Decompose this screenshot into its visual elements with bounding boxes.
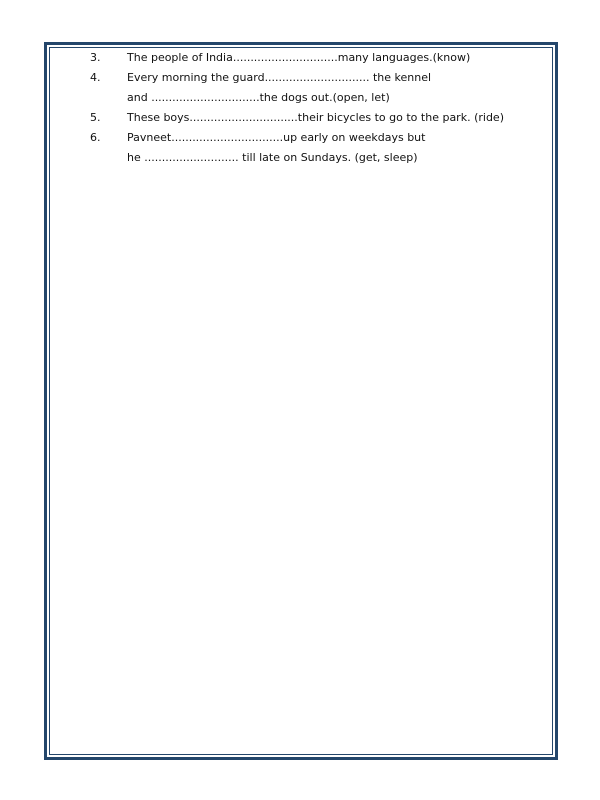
question-5-line-1 <box>90 108 550 128</box>
question-text: Every morning the guard.............................. the kennel <box>127 71 432 84</box>
question-text: The people of India..............................many languages.(know) <box>127 51 471 64</box>
question-text: These boys...............................their bicycles to go to the park. (ride) <box>127 111 504 124</box>
question-number: 3. <box>90 51 101 64</box>
worksheet-content <box>90 48 550 168</box>
question-text: and ...............................the dogs out.(open, let) <box>127 91 390 104</box>
question-number: 4. <box>90 71 101 84</box>
question-number: 6. <box>90 131 101 144</box>
question-4-line-2 <box>90 88 550 108</box>
question-3-line-1 <box>90 48 550 68</box>
question-text: he ........................... till late on Sundays. (get, sleep) <box>127 151 418 164</box>
question-6-line-2 <box>90 148 550 168</box>
question-4-line-1 <box>90 68 550 88</box>
question-6-line-1 <box>90 128 550 148</box>
question-text: Pavneet................................up early on weekdays but <box>127 131 426 144</box>
question-number: 5. <box>90 111 101 124</box>
